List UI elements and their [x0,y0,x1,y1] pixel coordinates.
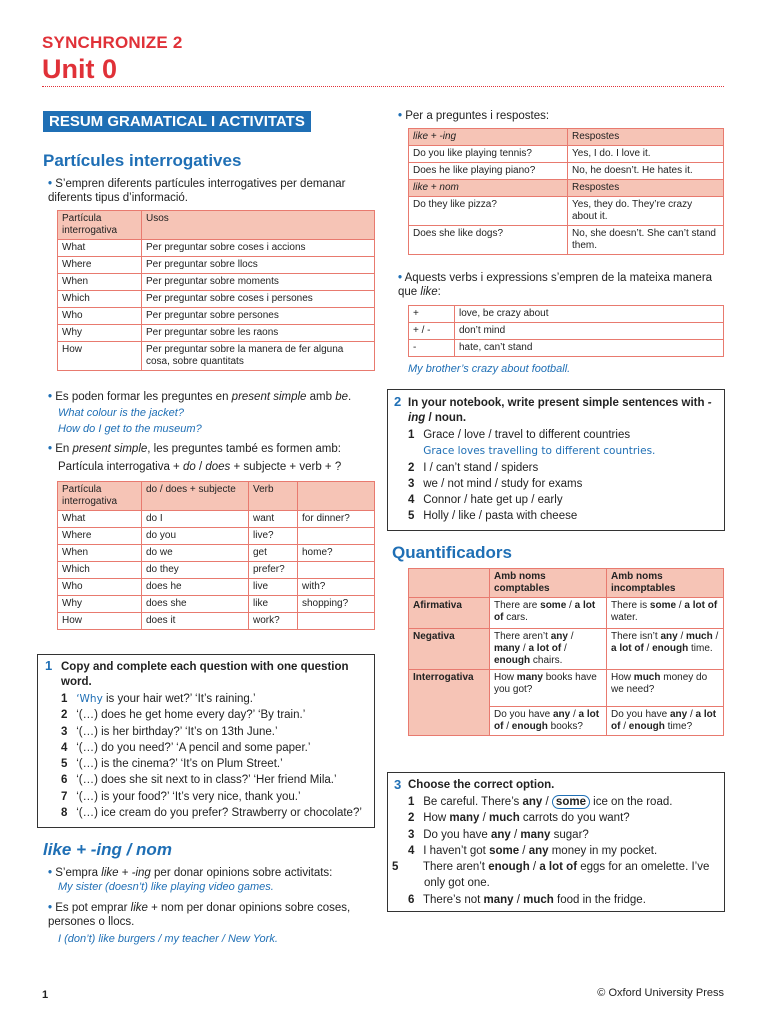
table-row: Who Per preguntar sobre persones [58,308,375,325]
table-row: How Per preguntar sobre la manera de fer alguna cosa, sobre quantitats [58,342,375,371]
list-item: 3 ‘(…) is her birthday?’ ‘It’s on 13th June.’ [61,725,278,738]
bullet-present-simple: • En present simple, les preguntes també es formen amb: [48,443,341,455]
formula: Partícula interrogativa + do / does + subjecte + verb + ? [58,461,342,473]
table-header: Partícula interrogativa [58,211,142,240]
table-header [298,482,375,511]
example-like-1: My sister (doesn’t) like playing video games. [58,881,274,893]
circled-answer: some [552,795,590,809]
quantifiers-table: Amb noms comptables Amb noms incomptables Afirmativa There are some / a lot of cars. There is some / a lot of water. Negativa There aren’t any / many / a lot of / enough chairs. There isn’t any / much / a lot of / enough time. Interrogativa How many books have you got? How much money do we need? Do you have any / a lot of / enough books? Do you have any / a lot of / enough time? [408,568,724,736]
example-2: How do I get to the museum? [58,423,202,435]
list-item: 2 ‘(…) does he get home every day?’ ‘By train.’ [61,709,306,722]
list-item: 3 we / not mind / study for exams [408,477,583,490]
list-item: 3 Do you have any / many sugar? [408,828,589,841]
table-row: + love, be crazy about [409,306,724,323]
exercise-instruction: In your notebook, write present simple sentences with -ing / noun. [408,397,712,424]
exercise-3-list [392,794,720,908]
table-row: What do I want for dinner? [58,511,375,528]
table-row: Do they like pizza? Yes, they do. They’re crazy about it. [409,197,724,226]
bullet-verbs-expressions: • Aquests verbs i expressions s’empren de la mateixa manera que like: [398,272,713,298]
header-divider [42,86,724,87]
section-banner: RESUM GRAMATICAL I ACTIVITATS [43,111,311,132]
like-answers-table: like + -ing Respostes Do you like playing tennis? Yes, I do. I love it. Does he like playing piano? No, he doesn’t. He hates it. like + nom Respostes Do they like pizza? Yes, they do. They’re crazy about it. Does she like dogs? No, she doesn’t. She can’t stand them. [408,128,724,255]
bullet-interrogatives: • S’empren diferents partícules interrogatives per demanar diferents tipus d’informació. [48,178,346,204]
list-item: 2 How many / much carrots do you want? [408,812,630,825]
table-row: - hate, can’t stand [409,340,724,357]
exercise-number: 3 [394,777,402,792]
exercise-instruction: Copy and complete each question with one question word. [61,661,349,688]
list-item: 1 Grace / love / travel to different countries [408,429,631,441]
exercise-instruction: Choose the correct option. [408,779,555,791]
do-does-table [57,481,375,630]
section-title-interrogatives: Partícules interrogatives [43,151,242,170]
list-item: 7 ‘(…) is your food?’ ‘It’s very nice, thank you.’ [61,790,301,803]
bullet-like-ing: • S’empra like + -ing per donar opinions sobre activitats: [48,867,333,879]
table-row: Who does he live with? [58,579,375,596]
table-row: How does it work? [58,613,375,630]
table-row: Interrogativa How many books have you got? How much money do we need? [409,670,724,707]
list-item: Grace loves travelling to different countries. [423,445,656,458]
table-row: Which Per preguntar sobre coses i persones [58,291,375,308]
table-row: Where do you live? [58,528,375,545]
exercise-number: 1 [45,658,53,673]
list-item: 6 ‘(…) does she sit next to in class?’ ‘Her friend Mila.’ [61,774,337,787]
list-item: 4 I haven’t got some / any money in my pocket. [408,844,658,857]
exercise-2-list [408,427,718,525]
table-row: Why does she like shopping? [58,596,375,613]
exercise-number: 2 [394,394,402,409]
verbs-table [408,305,724,357]
unit-title: Unit 0 [42,54,118,84]
list-item: 4 ‘(…) do you need?’ ‘A pencil and some paper.’ [61,741,311,754]
list-item: 2 I / can’t stand / spiders [408,461,539,474]
list-item: 4 Connor / hate get up / early [408,494,563,507]
list-item: 1 ‘Why is your hair wet?’ ‘It’s raining.’ [61,693,256,705]
table-row: What Per preguntar sobre coses i accions [58,240,375,257]
bullet-text: S’empren diferents partícules interrogatives per demanar diferents tipus d’informació. [48,178,346,204]
interrogatives-table [57,210,375,371]
list-item: 5 Holly / like / pasta with cheese [408,510,578,523]
page-number: 1 [42,989,49,1001]
list-item: 5 There aren’t enough / a lot of eggs for an omelette. I’ve only got one. [392,861,710,890]
list-item: 1 Be careful. There’s any / some ice on the road. [408,796,673,808]
table-row: Which do they prefer? [58,562,375,579]
table-row: Do you have any / a lot of / enough books? Do you have any / a lot of / enough time? [409,707,724,736]
list-item: 5 ‘(…) is the cinema?’ ‘It’s on Plum Street.’ [61,758,283,771]
table-header: do / does + subjecte [142,482,249,511]
example-crazy: My brother’s crazy about football. [408,363,571,375]
table-row: Negativa There aren’t any / many / a lot of / enough chairs. There isn’t any / much / a lot of / enough time. [409,629,724,670]
bullet-be-questions: • Es poden formar les preguntes en present simple amb be. [48,391,352,403]
table-row: Does he like playing piano? No, he doesn’t. He hates it. [409,163,724,180]
bullet-questions-answers: • Per a preguntes i respostes: [398,110,550,122]
table-row: Why Per preguntar sobre les raons [58,325,375,342]
example-1: What colour is the jacket? [58,407,184,419]
section-title-quantifiers: Quantificadors [392,543,512,562]
section-title-like: like + -ing / nom [43,840,172,859]
table-row: Afirmativa There are some / a lot of cars. There is some / a lot of water. [409,598,724,629]
table-header: Partícula interrogativa [58,482,142,511]
copyright: © Oxford University Press [597,987,724,999]
table-row: Does she like dogs? No, she doesn’t. She can’t stand them. [409,226,724,255]
table-row: When Per preguntar sobre moments [58,274,375,291]
table-row: Where Per preguntar sobre llocs [58,257,375,274]
table-header: Verb [249,482,298,511]
example-like-2: I (don’t) like burgers / my teacher / New York. [58,933,278,945]
table-row: + / - don’t mind [409,323,724,340]
table-header: Usos [142,211,375,240]
list-item: 8 ‘(…) ice cream do you prefer? Strawberry or chocolate?’ [61,807,362,820]
list-item: 6 There’s not many / much food in the fridge. [408,893,646,906]
brand-title: SYNCHRONIZE 2 [42,33,183,52]
table-row: Do you like playing tennis? Yes, I do. I love it. [409,146,724,163]
bullet-like-noun: • Es pot emprar like + nom per donar opinions sobre coses, persones o llocs. [48,902,351,928]
table-row: When do we get home? [58,545,375,562]
exercise-1-list [61,691,371,821]
